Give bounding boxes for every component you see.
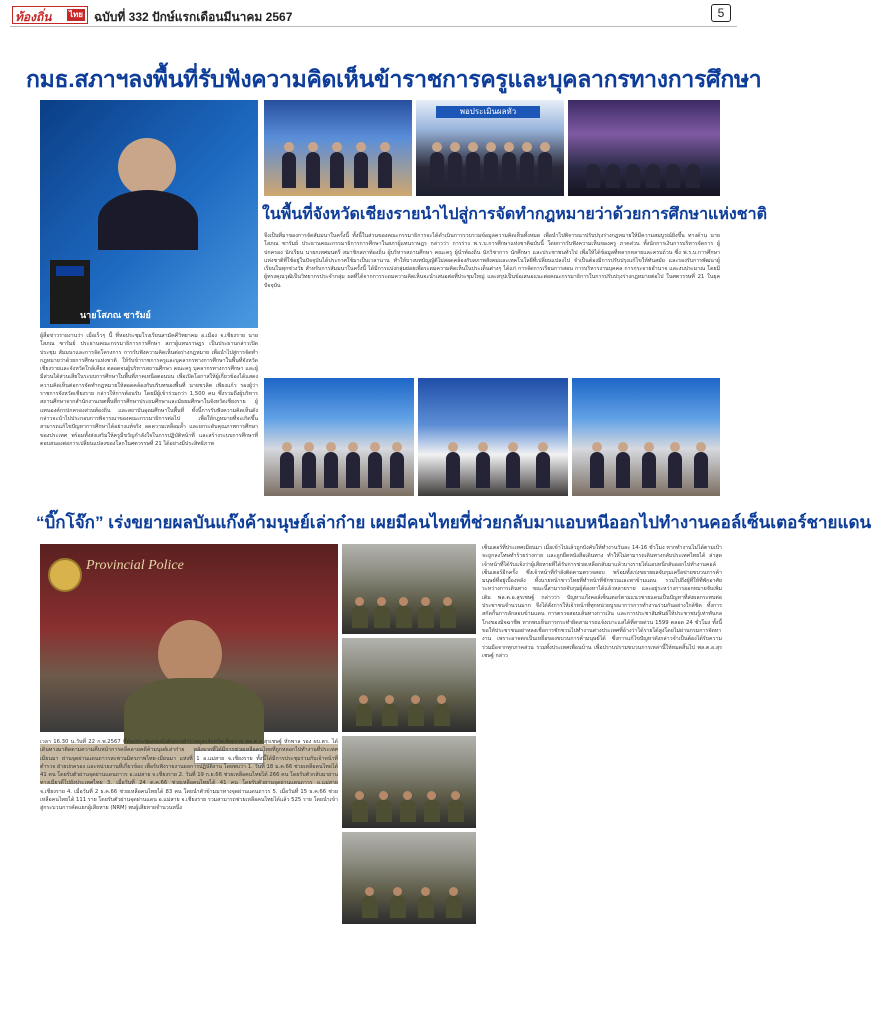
article2-photo-2: [342, 638, 476, 732]
newspaper-logo: [12, 6, 88, 24]
logo-text: ท้องถิ่น: [15, 10, 52, 24]
standing-group: [424, 148, 556, 188]
article1-photo-ceremony: [418, 378, 568, 496]
police-officer-photo: [40, 544, 338, 732]
page-header: [0, 0, 747, 52]
logo-badge: ไทย: [67, 9, 85, 21]
speaker-suit: [98, 190, 198, 250]
issue-line: ฉบับที่ 332 ปักษ์แรกเดือนมีนาคม 2567: [94, 10, 293, 24]
speaker-photo: [40, 100, 258, 328]
stage-group: [576, 148, 712, 188]
article1-subheadline: [262, 202, 767, 228]
podium-sign: [56, 266, 84, 276]
police-banner-text: Provincial Police: [86, 558, 184, 573]
article1-photo-meeting: [264, 100, 412, 196]
page-number: 5: [711, 4, 731, 22]
teacher-group: [580, 448, 712, 488]
audience-seats: [272, 448, 406, 488]
article1-headline-text: กมธ.สภาฯลงพื้นที่รับฟังความคิดเห็นข้าราชการครูและบุคลากรทางการศึกษา: [26, 66, 762, 92]
article1-photo-group: [416, 100, 564, 196]
article1-headline: [26, 62, 762, 96]
article1-photo-audience: [264, 378, 414, 496]
article2-photo-1: [342, 544, 476, 634]
event-banner: พอประเมินผลหัว: [436, 106, 540, 118]
speaker-figure: [118, 138, 176, 196]
article1-photo-hall: [568, 100, 720, 196]
article1-right-column: จึงเป็นที่มาของการจัดสัมมนาในครั้งนี้ ทั้งนี้ในส่วนของคณะกรรมาธิการจะได้ดำเนินการรวบรวมข้อมูลความคิดเห็นทั้งหมด เพื่อนำไปพิจารณาปรับปรุงร่างกฎหมายให้มีความสมบูรณ์ยิ่งขึ้น ทางด้าน นายโสภณ ซารัมย์ ประธานคณะกรรมาธิการการศึกษาในสภาผู้แทนราษฎร กล่าวว่า การร่าง พ.ร.บ.การศึกษาแห่งชาติฉบับนี้ โดยการรับฟังความเห็นของครู ภาคส่วน ทั้งนักการเงินการบริหารจัดการ ผู้ปกครอง นักเรียน นายกเทศมนตรี สมาชิกสภาท้องถิ่น ผู้บริหารสถานศึกษา คณะครู ผู้นำท้องถิ่น นักวิชาการ นักศึกษา และประชาชนทั่วไป เพื่อให้ได้ข้อมูลที่หลากหลายและครบถ้วน ซึ่ง พ.ร.บ.การศึกษาแห่งชาติที่ใช้อยู่ในปัจจุบันได้ประกาศใช้มาเป็นเวลานาน ทำให้บางบทบัญญัติไม่สอดคล้องกับสภาพสังคมและเทคโนโลยีที่เปลี่ยนแปลงไป จำเป็นต้องมีการปรับปรุงแก้ไขให้ทันสมัย และรองรับการพัฒนาผู้เรียนในทุกช่วงวัย สำหรับการสัมมนาในครั้งนี้ ได้มีการแบ่งกลุ่มย่อยเพื่อระดมความคิดเห็นในประเด็นต่างๆ ได้แก่ การจัดการเรียนการสอน การบริหารงานบุคคล การกระจายอำนาจ และงบประมาณ โดยมีผู้ทรงคุณวุฒิเป็นวิทยากรประจำกลุ่ม ผลที่ได้จากการระดมความคิดเห็นจะนำเสนอต่อที่ประชุมใหญ่ และสรุปเป็นข้อเสนอแนะต่อคณะกรรมาธิการในการปรับปรุงร่างกฎหมายต่อไป ในศตวรรษที่ 21 ในยุคปัจจุบัน: [264, 233, 720, 289]
speaker-name-caption: นายโสภณ ซารัมย์: [80, 310, 151, 320]
article2-photo-4: [342, 832, 476, 924]
ceremony-guests: [426, 448, 560, 488]
article2-photo-3: [342, 736, 476, 828]
article1-subheadline-text: ในพื้นที่จังหวัดเชียงรายนำไปสู่การจัดทำกฎหมายว่าด้วยการศึกษาแห่งชาติ: [262, 206, 767, 223]
article2-left-column: เวลา 16.30 น.วันที่ 22 ก.พ.2567 ที่ห้องประชุมกองบังคับการตำรวจภูธรจังหวัดเชียงราย พล.ต.อ.สุรเชษฐ์ หักพาล รอง ผบ.ตร. ได้เดินทางมาติดตามความคืบหน้าการคลี่คลายคดีค้ามนุษย์เล่าก๋าย หลังจากที่ได้มีการช่วยเหลือคนไทยที่ถูกหลอกไปทำงานที่ประเทศเมียนมา ผ่านจุดผ่านแดนถาวรสะพานมิตรภาพไทย-เมียนมา แห่งที่ 1 อ.แม่สาย จ.เชียงราย ทั้งนี้ได้มีการประชุมร่วมกับเจ้าหน้าที่ตำรวจ ฝ่ายปกครอง และหน่วยงานที่เกี่ยวข้อง เพื่อรับฟังรายงานผลการปฏิบัติงาน โดยพบว่า 1. วันที่ 18 ม.ค.66 ช่วยเหลือคนไทยได้ 41 คน โดยรับตัวผ่านจุดผ่านแดนถาวร อ.แม่สาย จ.เชียงราย 2. วันที่ 19 ก.ย.66 ช่วยเหลือคนไทยได้ 266 คน โดยรับตัวกลับมาผ่านทางเมียวดีไปยังประเทศไทย 3. เมื่อวันที่ 24 ต.ค.66 ช่วยเหลือคนไทยได้ 41 คน โดยรับตัวผ่านจุดผ่านแดนถาวร อ.แม่สาย จ.เชียงราย 4. เมื่อวันที่ 2 ธ.ค.66 ช่วยเหลือคนไทยได้ 83 คน โดยนำตัวข้ามมาทางจุดผ่านแดนถาวร 5. เมื่อวันที่ 15 ธ.ค.66 ช่วยเหลือคนไทยได้ 111 ราย โดยรับตัวผ่านจุดผ่านแดน อ.แม่สาย จ.เชียงราย รวมสามารถช่วยเหลือคนไทยได้แล้ว 525 ราย โดยนำเข้าสู่กระบวนการคัดแยกผู้เสียหาย (NRM) พบผู้เสียหายจำนวนหนึ่ง: [40, 739, 338, 812]
article2-headline: [36, 508, 871, 538]
article2-headline-text: “บิ๊กโจ๊ก” เร่งขยายผลบันแก๊งค้ามนุษย์เล่าก๋าย เผยมีคนไทยที่ช่วยกลับมาแอบหนีออกไปทำงานคอล์เซ็นเตอร์ชายแดน: [36, 513, 871, 532]
header-divider: [10, 26, 737, 27]
article1-photo-teachers: [572, 378, 720, 496]
article2-right-column: เซ็นเตอร์ที่ประเทศเมียนมา เมื่อเข้าไปแล้วถูกบังคับให้ทำงานวันละ 14-16 ชั่วโมง หากทำงานไม่ได้ตามเป้าจะถูกลงโทษทำร้ายร่างกาย และถูกยึดหนังสือเดินทาง ทำให้ไม่สามารถเดินทางกลับประเทศไทยได้ ล่าสุดเจ้าหน้าที่ได้รับแจ้งว่าผู้เสียหายที่ได้รับการช่วยเหลือกลับมาแล้วบางรายได้แอบหนีกลับออกไปทำงานคอล์เซ็นเตอร์อีกครั้ง ซึ่งเจ้าหน้าที่กำลังติดตามตรวจสอบ พร้อมทั้งเร่งขยายผลจับกุมเครือข่ายขบวนการค้ามนุษย์ที่อยู่เบื้องหลัง ทั้งนายหน้าชาวไทยที่ทำหน้าที่ชักชวนและพาข้ามแดน รวมไปถึงผู้ที่ให้ที่พักอาศัยระหว่างการเดินทาง ขณะนี้สามารถจับกุมผู้ต้องหาได้แล้วหลายราย และอยู่ระหว่างการออกหมายจับเพิ่มเติม พล.ต.อ.สุรเชษฐ์ กล่าวว่า ปัญหาแก๊งคอล์เซ็นเตอร์ตามแนวชายแดนเป็นปัญหาที่ส่งผลกระทบต่อประชาชนจำนวนมาก จึงได้สั่งการให้เจ้าหน้าที่ทุกหน่วยบูรณาการการทำงานร่วมกันอย่างใกล้ชิด ทั้งการสกัดกั้นการลักลอบข้ามแดน การตรวจสอบเส้นทางการเงิน และการประชาสัมพันธ์ให้ประชาชนรู้เท่าทันกลโกงของมิจฉาชีพ หากพบเห็นการกระทำผิดสามารถแจ้งเบาะแสได้ที่สายด่วน 1599 ตลอด 24 ชั่วโมง ทั้งนี้ขอให้ประชาชนอย่าหลงเชื่อการชักชวนไปทำงานต่างประเทศที่อ้างว่าได้รายได้สูงโดยไม่ผ่านกรมการจัดหางาน เพราะอาจตกเป็นเหยื่อของขบวนการค้ามนุษย์ได้ ซึ่งการแก้ไขปัญหาดังกล่าวจำเป็นต้องได้รับความร่วมมือจากทุกภาคส่วน รวมทั้งประเทศเพื่อนบ้าน เพื่อปราบปรามขบวนการเหล่านี้ให้หมดสิ้นไป พล.ต.อ.สุรเชษฐ์ กล่าว: [482, 545, 722, 659]
seated-attendees: [272, 148, 404, 188]
article1-left-column: ผู้สื่อข่าวรายงานว่า เมื่อเร็วๆ นี้ ที่หอประชุมโรงเรียนสามัคคีวิทยาคม อ.เมือง จ.เชียงราย นายโสภณ ซารัมย์ ประธานคณะกรรมาธิการการศึกษา สภาผู้แทนราษฎร เป็นประธานกล่าวเปิดประชุม สัมมนาและการจัดโครงการ การรับฟังความคิดเห็นต่อร่างกฎหมาย เพื่อนำไปสู่การจัดทำกฎหมายว่าด้วยการศึกษาแห่งชาติ ให้รับข้าราชการครูและบุคลากรทางการศึกษาในพื้นที่จังหวัดเชียงรายและจังหวัดใกล้เคียง ตลอดจนผู้บริหารสถานศึกษา คณะครู บุคลากรทางการศึกษา และผู้มีส่วนได้ส่วนเสียในระบบการศึกษาในพื้นที่ภาคเหนือตอนบน เพื่อเปิดโอกาสให้ผู้เกี่ยวข้องได้แสดงความคิดเห็นต่อการจัดทำกฎหมายให้สอดคล้องกับบริบทของพื้นที่ นายชวลิต เพียงแก้ว รองผู้ว่าราชการจังหวัดเชียงราย กล่าวให้การต้อนรับ โดยมีผู้เข้าร่วมกว่า 1,500 คน ซึ่งรวมถึงผู้บริหารสถานศึกษาจากสำนักงานเขตพื้นที่การศึกษาประถมศึกษาและมัธยมศึกษาในจังหวัดเชียงราย ผู้แทนองค์กรปกครองส่วนท้องถิ่น และสถาบันอุดมศึกษาในพื้นที่ ทั้งนี้การรับฟังความคิดเห็นดังกล่าวจะนำไปประกอบการพิจารณาของคณะกรรมาธิการต่อไป เพื่อให้กฎหมายที่จะเกิดขึ้นสามารถแก้ไขปัญหาการศึกษาได้อย่างแท้จริง ลดความเหลื่อมล้ำ และยกระดับคุณภาพการศึกษาของประเทศ พร้อมทั้งส่งเสริมให้ครูมีขวัญกำลังใจในการปฏิบัติหน้าที่ และสร้างระบบการศึกษาที่ตอบสนองต่อการเปลี่ยนแปลงของโลกในศตวรรษที่ 21 ได้อย่างมีประสิทธิภาพ: [40, 333, 258, 447]
police-seal: [48, 558, 82, 592]
